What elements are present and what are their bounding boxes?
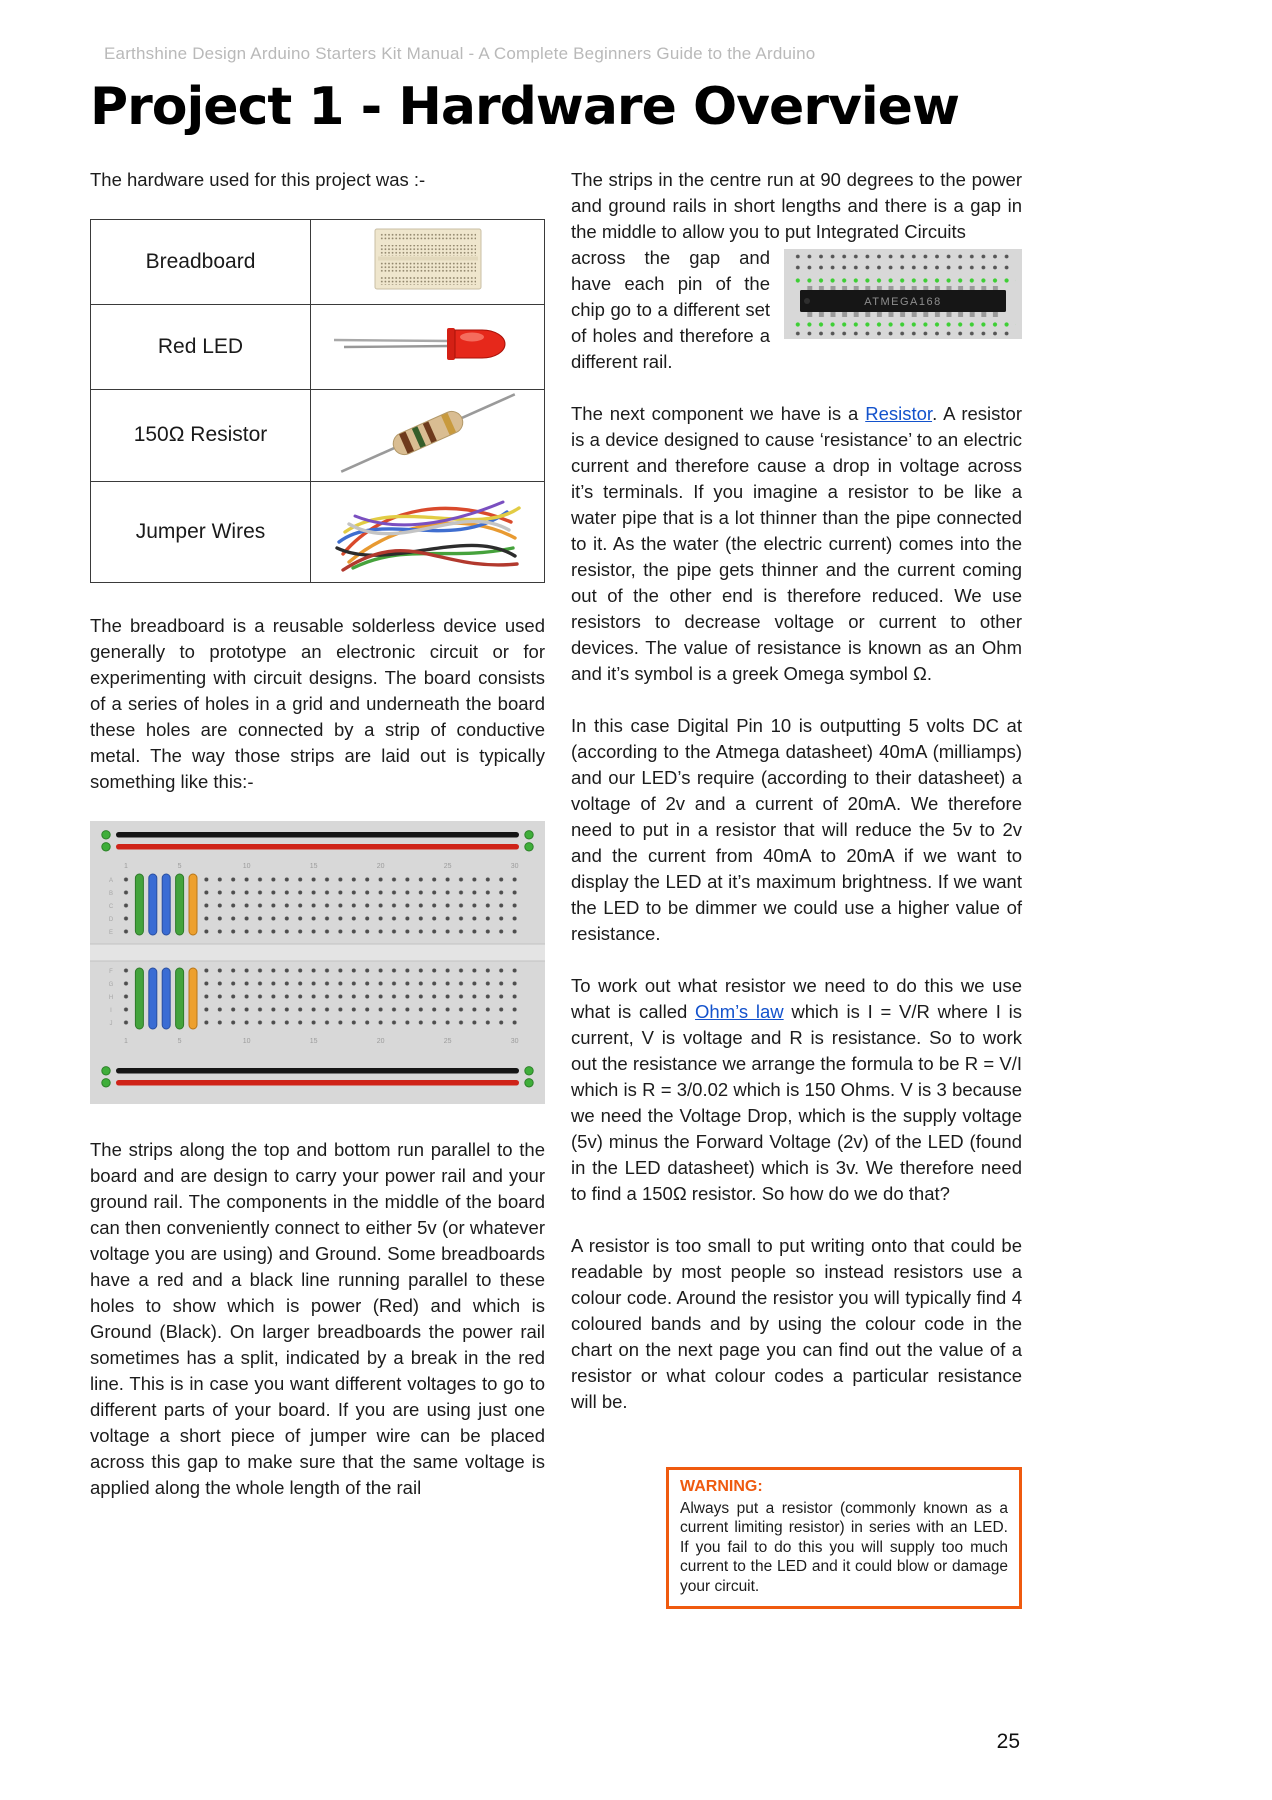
resistor-text-after: . A resistor is a device designed to cause ‘resistance’ to an electric current and therefore cause a drop in voltage across it’s terminals. If you imagine a resistor to be like a water pipe that is a lot thinner than the pipe connected to it. As the water (the electric current) comes into the resistor, the pipe gets thinner and the current coming out of the other end is therefore reduced. We use resistors to decrease voltage or current to other devices. The value of resistance is known as an Ohm and it’s symbol is a greek Omega symbol Ω.: [571, 402, 1022, 684]
two-column-layout: [90, 167, 1022, 1610]
svg-text:15: 15: [309, 862, 318, 870]
paragraph-breadboard: The breadboard is a reusable solderless device used generally to prototype an electronic circuit or for experimenting with circuit designs. The board consists of a series of holes in a grid and underneath the board these holes are connected by a strip of conductive metal. The way those strips are laid out is typically something like this:-: [90, 614, 545, 792]
document-header: Earthshine Design Arduino Starters Kit Manual - A Complete Beginners Guide to the Arduino: [104, 44, 816, 63]
svg-text:30: 30: [510, 862, 519, 870]
ohms-law-link[interactable]: Ohm’s law: [695, 1000, 784, 1022]
svg-text:10: 10: [242, 1037, 251, 1045]
right-column: [571, 167, 1022, 1610]
bottom-ground-rail: [116, 1068, 519, 1074]
left-column: [90, 167, 545, 1610]
top-power-rail: [116, 844, 519, 850]
top-ground-rail: [116, 832, 519, 838]
svg-text:25: 25: [443, 1037, 452, 1045]
svg-text:A: A: [108, 877, 114, 884]
svg-text:J: J: [109, 1020, 113, 1027]
svg-text:F: F: [109, 968, 113, 975]
intro-text: The hardware used for this project was :-: [90, 168, 426, 190]
jumper-wires-photo: [325, 482, 530, 577]
table-row: [91, 304, 545, 389]
paragraph-centre-strips-a: The strips in the centre run at 90 degrees to the power and ground rails in short lengths and there is a gap in the middle to allow you to put Integrated Circuits: [571, 168, 1022, 242]
svg-text:20: 20: [376, 1037, 385, 1045]
page-number: 25: [996, 1730, 1020, 1753]
hardware-label-red-led: Red LED: [91, 304, 311, 389]
bottom-power-rail: [116, 1080, 519, 1086]
svg-text:B: B: [108, 890, 114, 897]
svg-text:1: 1: [124, 1037, 128, 1045]
svg-text:5: 5: [177, 1037, 182, 1045]
centre-channel: [90, 944, 545, 961]
red-led-photo: [328, 320, 528, 368]
svg-text:C: C: [108, 903, 114, 910]
paragraph-ohms-law: [571, 973, 1022, 1207]
resistor-link[interactable]: Resistor: [865, 402, 933, 424]
svg-text:D: D: [108, 916, 114, 923]
resistor-photo-cell: [311, 389, 545, 481]
hardware-table: [90, 219, 545, 583]
svg-text:E: E: [108, 929, 114, 936]
hardware-label-resistor: 150Ω Resistor: [91, 389, 311, 481]
svg-text:15: 15: [309, 1037, 318, 1045]
red-led-photo-cell: [311, 304, 545, 389]
svg-text:10: 10: [242, 862, 251, 870]
svg-text:30: 30: [510, 1037, 519, 1045]
hardware-label-jumper-wires: Jumper Wires: [91, 481, 311, 582]
warning-title: WARNING:: [680, 1477, 763, 1495]
warning-body: Always put a resistor (commonly known as a current limiting resistor) in series with an LED. If you fail to do this you will supply too much current to the LED and it could blow or damage your circuit.: [680, 1499, 1008, 1595]
svg-text:G: G: [108, 981, 114, 988]
paragraph-current: In this case Digital Pin 10 is outputting 5 volts DC at (according to the Atmega datasheet) 40mA (milliamps) and our LED’s require (according to their datasheet) a voltage of 2v and a current of 20mA. We therefore need to put in a resistor that will reduce the 5v to 2v and the current from 40mA to 20mA if we want to display the LED at it’s maximum brightness. If we want the LED to be dimmer we could use a higher value of resistance.: [571, 714, 1022, 944]
ic-chip-figure: [784, 249, 1022, 344]
ic-figure-wrap: [571, 245, 1022, 375]
table-row: [91, 219, 545, 304]
ohms-text-after: which is I = V/R where I is current, V is voltage and R is resistance. So to work out the resistance we arrange the formula to be R = V/I which is R = 3/0.02 which is 150 Ohms. V is 3 because we need the Voltage Drop, which is the supply voltage (5v) minus the Forward Voltage (2v) of the LED (found in the LED datasheet) which is 3v. We therefore need to find a 150Ω resistor. So how do we do that?: [571, 1000, 1022, 1204]
hardware-label-breadboard: Breadboard: [91, 219, 311, 304]
table-row: [91, 389, 545, 481]
breadboard-diagram-image: [90, 821, 545, 1104]
paragraph-resistor: [571, 401, 1022, 687]
jumper-wires-photo-cell: [311, 481, 545, 582]
paragraph-centre-strips-b: across the gap and have each pin of the chip go to a different set of holes and therefore a different rail.: [571, 246, 770, 372]
breadboard-diagram: [90, 821, 545, 1109]
svg-text:25: 25: [443, 862, 452, 870]
ohms-text-before: To work out what resistor we need to do this we use what is called: [571, 974, 1022, 1022]
svg-text:1: 1: [124, 862, 128, 870]
ic-notch: [804, 298, 810, 304]
paragraph-colour-code: A resistor is too small to put writing onto that could be readable by most people so instead resistors use a colour code. Around the resistor you will typically find 4 coloured bands and by using the colour code in the chart on the next page you can find out the value of a resistor or what colour codes a particular resistance will be.: [571, 1234, 1022, 1412]
svg-text:5: 5: [177, 862, 182, 870]
table-row: [91, 481, 545, 582]
chip-label: ATMEGA168: [864, 295, 942, 308]
svg-text:I: I: [110, 1007, 112, 1014]
svg-text:H: H: [108, 994, 114, 1001]
breadboard-photo: [374, 228, 482, 290]
svg-text:20: 20: [376, 862, 385, 870]
resistor-photo: [323, 390, 533, 476]
ic-chip-photo: [784, 249, 1022, 339]
warning-box: [666, 1467, 1022, 1610]
paragraph-strips: The strips along the top and bottom run parallel to the board and are design to carry your power rail and your ground rail. The components in the middle of the board can then conveniently connect to either 5v (or whatever voltage you are using) and Ground. Some breadboards have a red and a black line running parallel to these holes to show which is power (Red) and which is Ground (Black). On larger breadboards the power rail sometimes has a split, indicated by a break in the red line. This is in case you want different voltages to go to different parts of your board. If you are using just one voltage a short piece of jumper wire can be placed across this gap to make sure that the same voltage is applied along the whole length of the rail: [90, 1138, 545, 1498]
resistor-text-before: The next component we have is a: [571, 402, 866, 424]
page-title: Project 1 - Hardware Overview: [90, 77, 959, 137]
breadboard-photo-cell: [311, 219, 545, 304]
